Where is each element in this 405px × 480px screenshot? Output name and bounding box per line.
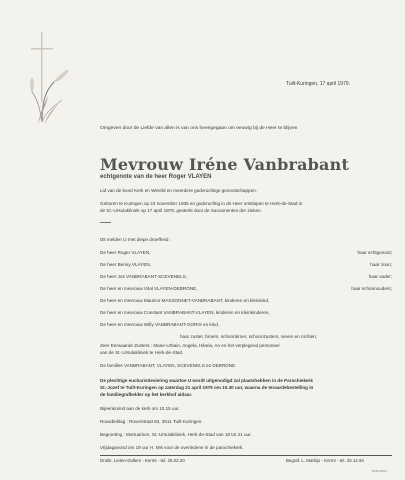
family-member: De heer en mevrouw Maurice MASSONNET-VANBRABANT, kinderen en kleinkind, [100,298,270,303]
sisters-line: Zeer Eerwaarde Zusters : Marie-Urbain, Angela, Hilaria, An en het verplegend personeel [100,343,280,348]
vigil-line: Vrijdagavond om 19 uur H. Mis voor de overledene in de parochiekerk. [100,445,244,450]
family-member: De heer en mevrouw Willy VANBRABANT-GORIS en kind, [100,322,220,327]
print-code: BURGBMC [372,469,388,473]
family-row [100,298,392,304]
family-row [100,322,392,328]
footer-divider [100,455,392,456]
mourning-address-line: Rouwbeklag : Roverstraat 83, 3511 Tuilt-Kuringen. [100,419,203,424]
family-member: De heer Benny VLAYEN, [100,262,151,267]
place-and-date: Tuilt-Kuringen, 17 april 1979. [286,81,351,87]
family-member: De heer en mevrouw Vital VLAYEN-DEBRONE, [100,286,198,291]
announcement-line: Dit melden U met diepe droefheid : [100,237,171,242]
family-member: haar zuster, broers, schoonbroer, schoonzusters, neven en nichten; [180,334,318,339]
visitation-line: Begroeting : Mortuarium, St.-Ursulakliniek, Herk-de-Stad van 19 tot 21 uur. [100,432,252,437]
family-relation: haar echtgenoot; [357,250,392,255]
family-member: De heer Jos VANBRABANT-SCEVENELS, [100,274,187,279]
printer-credit: Drukk. Lieten-Dullers - Kermt - tel. 25.02.20 [100,458,185,463]
family-relation: haar vader; [368,274,392,279]
family-row [100,262,392,268]
divider [100,222,111,223]
undertaker-credit: Begraf. L. Mathijs - Kermt - tel. 25.14.94 [286,458,364,463]
funeral-line: de familiegrafkelder op het kerkhof aldaar. [100,392,193,397]
bio-membership: Lid van de bond Kerk en Wereld en meerdere godvruchtige genootschappen. [100,188,257,193]
family-relation: haar zoon; [370,262,392,267]
sisters-line: van de St.-Ursulakliniek te Herk-de-Stad. [100,350,184,355]
intro-line: Omgeven door de Liefde van allen is van ons heengegaan om eeuwig bij de Heer te blijven [100,126,298,131]
family-row [100,310,392,316]
funeral-line: De plechtige eucharistieviering waartoe U wordt uitgenodigd zal plaatshebben in de Parochiekerk [100,378,313,383]
funeral-line: St.-Jozef te Tuilt-Kuringen op zaterdag 21 april 1979 om 10.30 uur, waarna de teraardebestelling in [100,385,314,390]
family-relation: haar schoonouders; [351,286,392,291]
cross-lily-emblem-icon [28,30,76,130]
family-row [100,334,392,340]
deceased-name: Mevrouw Iréne Vanbrabant [100,155,350,174]
family-row [100,286,392,292]
gathering-line: Bijeenkomst aan de kerk om 10.15 uur. [100,406,180,411]
family-row [100,250,392,256]
family-row [100,274,392,280]
families-line: De families VANBRABANT, VLAYEN, SCEVENELS en DEBRONE. [100,363,237,368]
bio-sacraments: de St.-Ursulakliniek op 17 april 1979, gesterkt door de Sacramenten der zieken. [100,208,262,213]
spouse-line: echtgenote van de heer Roger VLAYEN [100,174,212,180]
family-member: De heer Roger VLAYEN, [100,250,151,255]
bio-birth-death: Geboren te Kuringen op 24 november 1935 en godvruchtig in de Heer ontslapen te Herk-de-Stad in [100,201,303,206]
family-member: De heer en mevrouw Constant VANBRABANT-VLAYEN, kinderen en kleinkinderen, [100,310,270,315]
